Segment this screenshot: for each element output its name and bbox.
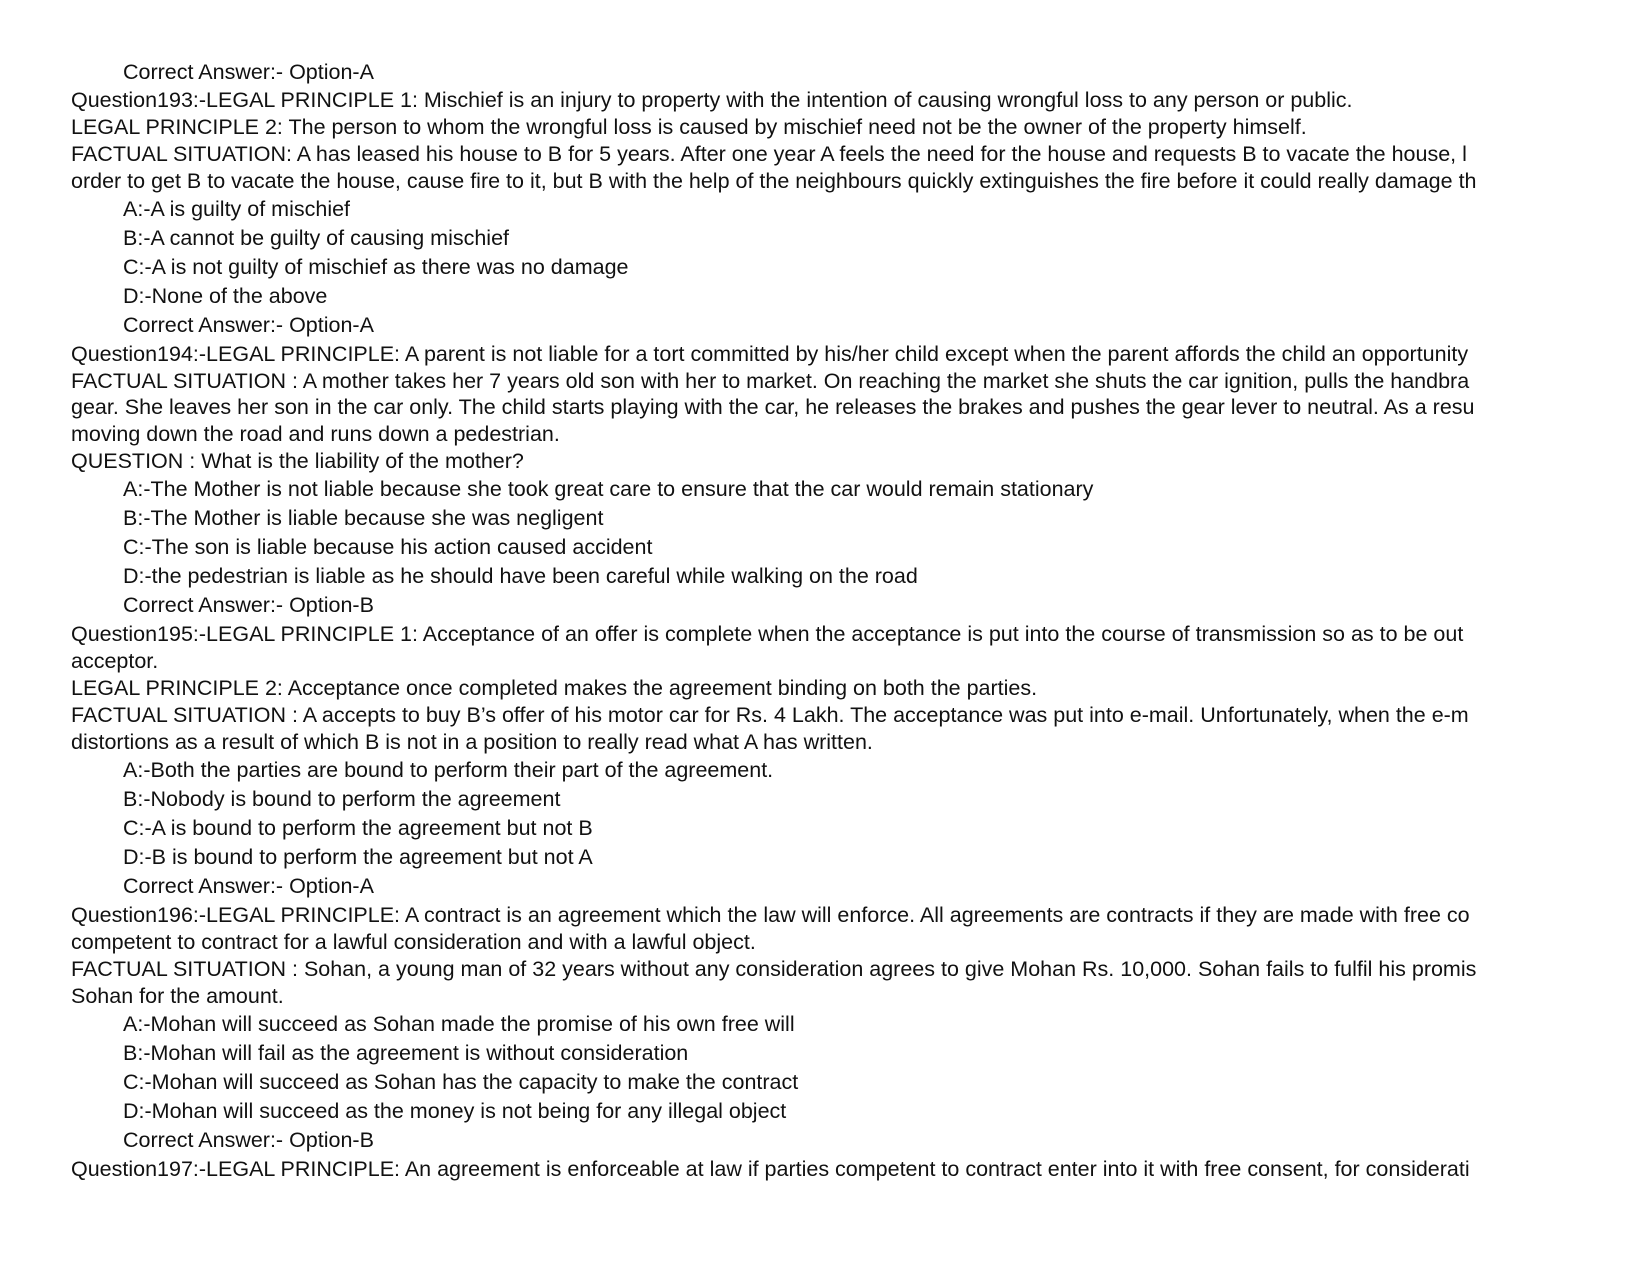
answer-option-b: B:-The Mother is liable because she was negligent	[123, 506, 604, 530]
answer-option-b: B:-A cannot be guilty of causing mischief	[123, 226, 510, 250]
correct-answer-line: Correct Answer:- Option-B	[123, 1128, 374, 1152]
question-heading-line: Question194:-LEGAL PRINCIPLE: A parent is not liable for a tort committed by his/her child except when the parent affords the child an opportunity	[71, 342, 1469, 366]
answer-option-b: B:-Nobody is bound to perform the agreement	[123, 787, 561, 811]
question-text-line: gear. She leaves her son in the car only. The child starts playing with the car, he releases the brakes and pushes the gear lever to neutral. As a resu	[71, 395, 1475, 419]
question-text-line: acceptor.	[71, 649, 159, 673]
answer-option-c: C:-Mohan will succeed as Sohan has the capacity to make the contract	[123, 1070, 799, 1094]
question-heading-line: Question193:-LEGAL PRINCIPLE 1: Mischief is an injury to property with the intention of causing wrongful loss to any person or public.	[71, 88, 1353, 112]
question-text-line: FACTUAL SITUATION : Sohan, a young man of 32 years without any consideration agrees to give Mohan Rs. 10,000. Sohan fails to fulfil his promis	[71, 957, 1477, 981]
answer-option-b: B:-Mohan will fail as the agreement is without consideration	[123, 1041, 689, 1065]
answer-option-a: A:-Both the parties are bound to perform their part of the agreement.	[123, 758, 774, 782]
correct-answer-line: Correct Answer:- Option-A	[123, 874, 374, 898]
question-heading-line: Question197:-LEGAL PRINCIPLE: An agreement is enforceable at law if parties competent to contract enter into it with free consent, for considerati	[71, 1157, 1470, 1181]
answer-option-d: D:-Mohan will succeed as the money is not being for any illegal object	[123, 1099, 787, 1123]
correct-answer-line: Correct Answer:- Option-B	[123, 593, 374, 617]
answer-option-a: A:-A is guilty of mischief	[123, 197, 351, 221]
answer-option-c: C:-A is bound to perform the agreement but not B	[123, 816, 593, 840]
question-text-line: distortions as a result of which B is not in a position to really read what A has written.	[71, 730, 873, 754]
question-text-line: FACTUAL SITUATION: A has leased his house to B for 5 years. After one year A feels the need for the house and requests B to vacate the house, l	[71, 142, 1467, 166]
question-text-line: order to get B to vacate the house, cause fire to it, but B with the help of the neighbours quickly extinguishes the fire before it could really damage th	[71, 169, 1477, 193]
question-text-line: QUESTION : What is the liability of the mother?	[71, 449, 524, 473]
answer-option-c: C:-A is not guilty of mischief as there was no damage	[123, 255, 629, 279]
question-text-line: LEGAL PRINCIPLE 2: The person to whom the wrongful loss is caused by mischief need not be the owner of the property himself.	[71, 115, 1307, 139]
answer-option-d: D:-None of the above	[123, 284, 328, 308]
question-text-line: moving down the road and runs down a pedestrian.	[71, 422, 560, 446]
correct-answer-line: Correct Answer:- Option-A	[123, 60, 374, 84]
question-text-line: FACTUAL SITUATION : A accepts to buy B’s offer of his motor car for Rs. 4 Lakh. The acceptance was put into e-mail. Unfortunately, when the e-m	[71, 703, 1469, 727]
answer-option-d: D:-the pedestrian is liable as he should have been careful while walking on the road	[123, 564, 918, 588]
question-text-line: FACTUAL SITUATION : A mother takes her 7 years old son with her to market. On reaching the market she shuts the car ignition, pulls the handbra	[71, 369, 1470, 393]
answer-option-a: A:-The Mother is not liable because she took great care to ensure that the car would remain stationary	[123, 477, 1094, 501]
question-text-line: competent to contract for a lawful consideration and with a lawful object.	[71, 930, 756, 954]
answer-option-c: C:-The son is liable because his action caused accident	[123, 535, 653, 559]
question-heading-line: Question195:-LEGAL PRINCIPLE 1: Acceptance of an offer is complete when the acceptance is put into the course of transmission so as to be out	[71, 622, 1464, 646]
question-heading-line: Question196:-LEGAL PRINCIPLE: A contract is an agreement which the law will enforce. All agreements are contracts if they are made with free co	[71, 903, 1470, 927]
answer-option-a: A:-Mohan will succeed as Sohan made the promise of his own free will	[123, 1012, 795, 1036]
question-text-line: Sohan for the amount.	[71, 984, 284, 1008]
correct-answer-line: Correct Answer:- Option-A	[123, 313, 374, 337]
question-text-line: LEGAL PRINCIPLE 2: Acceptance once completed makes the agreement binding on both the parties.	[71, 676, 1038, 700]
answer-option-d: D:-B is bound to perform the agreement but not A	[123, 845, 593, 869]
